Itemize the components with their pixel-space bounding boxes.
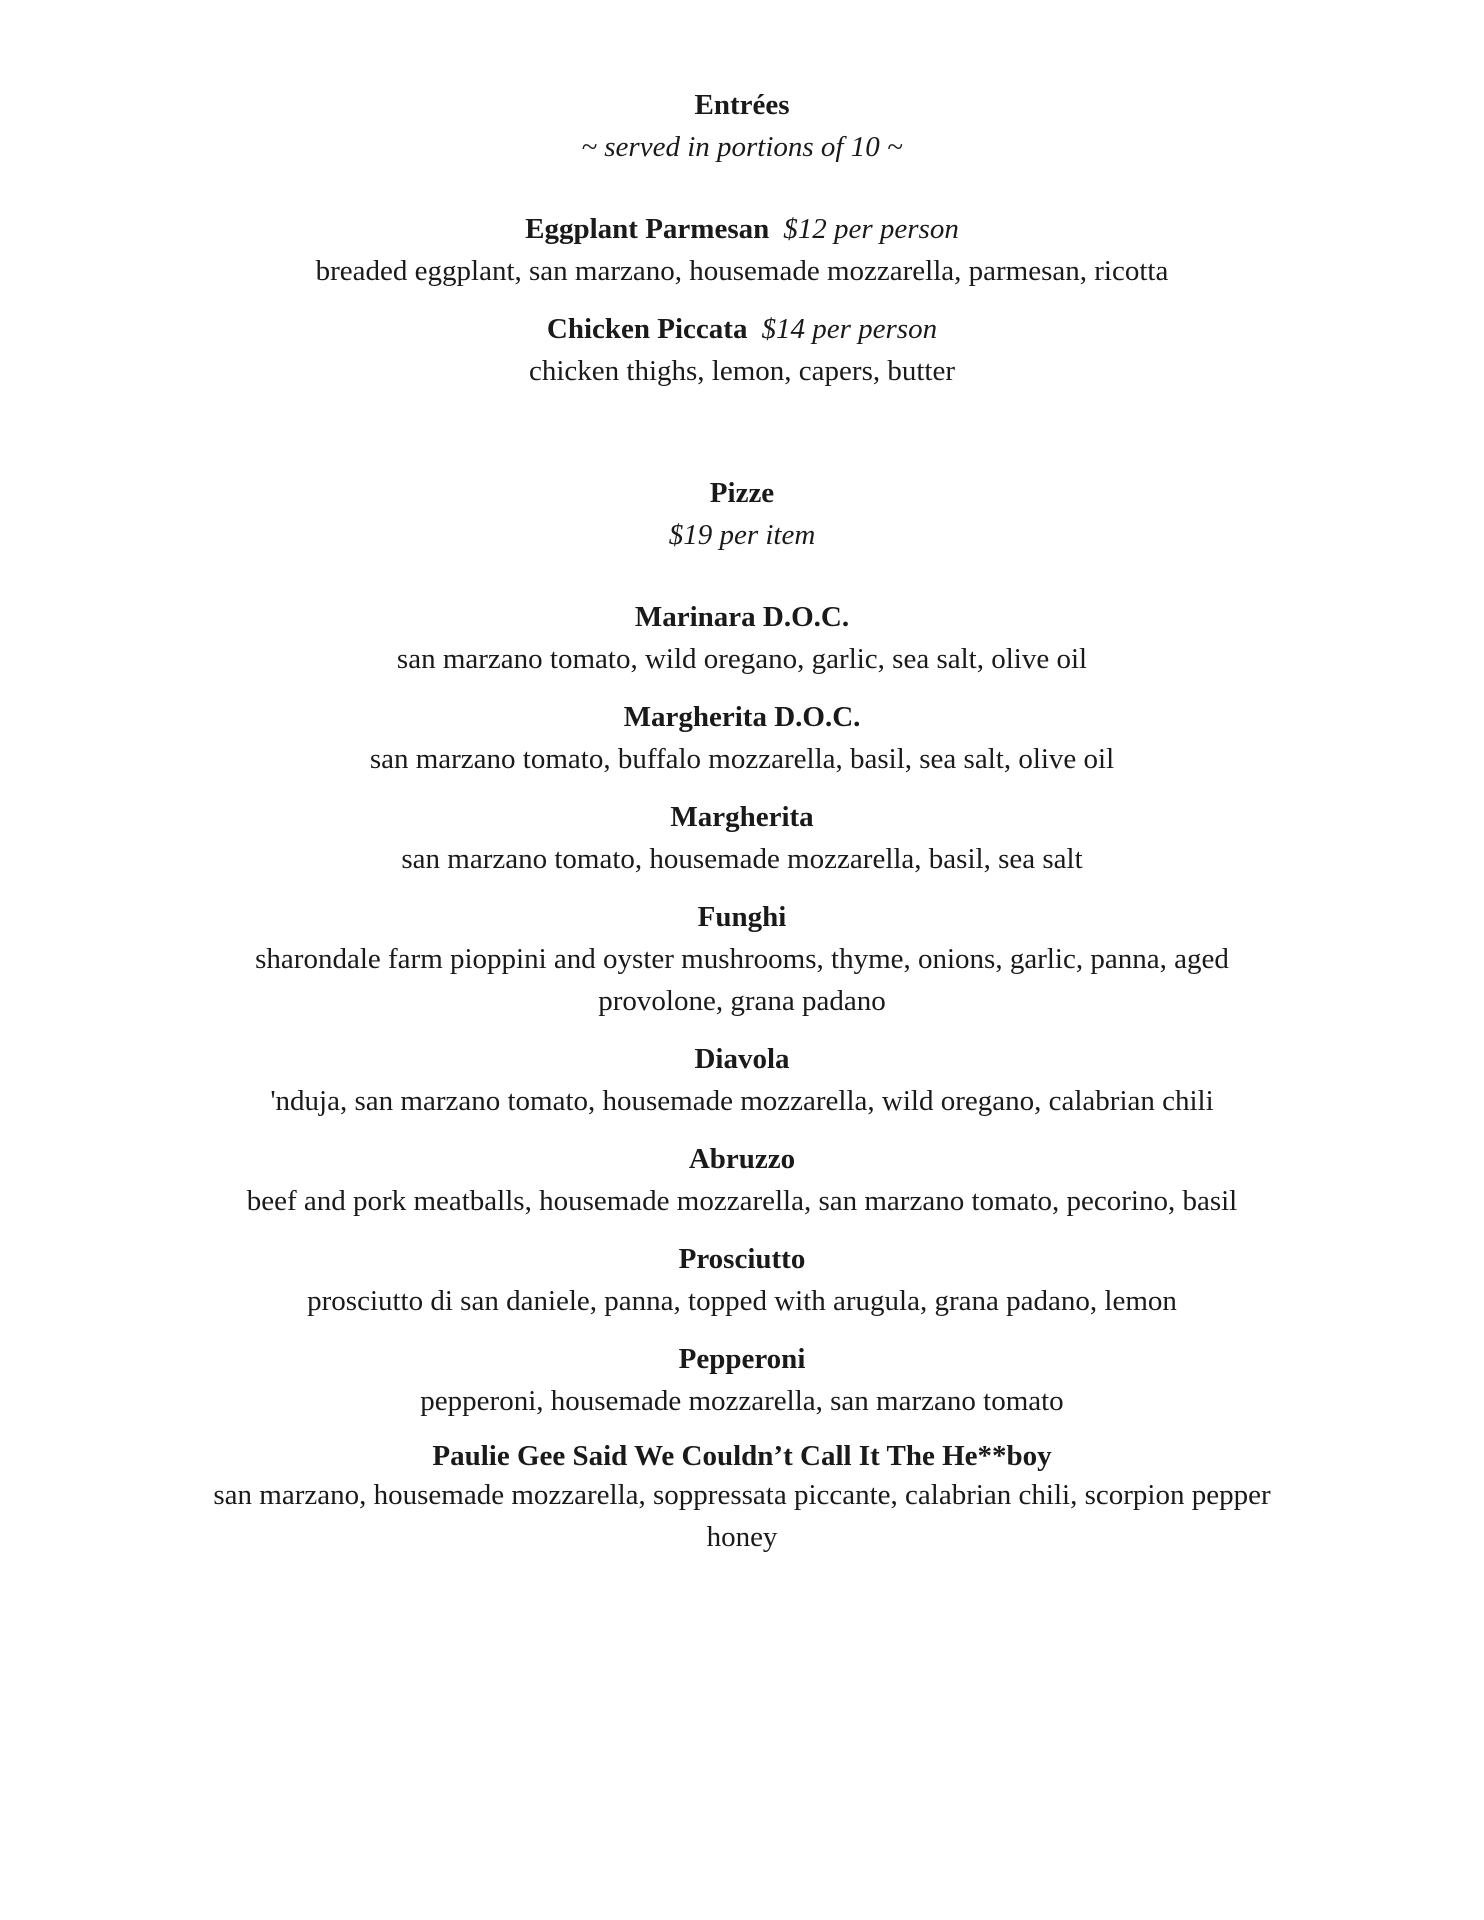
item-name: Paulie Gee Said We Couldn’t Call It The He**boy: [432, 1440, 1052, 1472]
menu-item: [0, 1338, 1484, 1422]
item-name: Marinara D.O.C.: [634, 601, 850, 633]
item-name: Margherita: [670, 801, 814, 833]
item-description: 'nduja, san marzano tomato, housemade mozzarella, wild oregano, calabrian chili: [270, 1085, 1214, 1117]
item-description: chicken thighs, lemon, capers, butter: [528, 355, 955, 387]
menu-item: [0, 1438, 1484, 1558]
item-name: Pepperoni: [678, 1343, 806, 1375]
item-description: sharondale farm pioppini and oyster mushrooms, thyme, onions, garlic, panna, aged provolone, grana padano: [255, 943, 1229, 1017]
item-name: Margherita D.O.C.: [623, 701, 861, 733]
item-description: san marzano tomato, housemade mozzarella, basil, sea salt: [401, 843, 1083, 875]
menu-item: [0, 896, 1484, 1022]
item-name: Chicken Piccata: [546, 313, 748, 345]
section-subtitle-pizze: $19 per item: [668, 519, 816, 551]
item-description: san marzano tomato, buffalo mozzarella, basil, sea salt, olive oil: [369, 743, 1115, 775]
entrees-list: [0, 208, 1484, 392]
menu-item: [0, 1038, 1484, 1122]
item-description: prosciutto di san daniele, panna, topped with arugula, grana padano, lemon: [307, 1285, 1177, 1317]
menu-item: [0, 208, 1484, 292]
item-price: $12 per person: [783, 213, 959, 245]
item-name: Prosciutto: [678, 1243, 806, 1275]
item-description: breaded eggplant, san marzano, housemade mozzarella, parmesan, ricotta: [315, 255, 1169, 287]
item-price: $14 per person: [761, 313, 938, 345]
item-name: Diavola: [694, 1043, 790, 1075]
menu-item: [0, 308, 1484, 392]
menu-item: [0, 796, 1484, 880]
item-description: san marzano, housemade mozzarella, soppressata piccante, calabrian chili, scorpion pepper honey: [213, 1479, 1271, 1553]
item-name: Abruzzo: [688, 1143, 796, 1175]
menu-item: [0, 1138, 1484, 1222]
menu-item: [0, 596, 1484, 680]
item-description: san marzano tomato, wild oregano, garlic, sea salt, olive oil: [396, 643, 1088, 675]
item-description: beef and pork meatballs, housemade mozzarella, san marzano tomato, pecorino, basil: [246, 1185, 1238, 1217]
menu-item: [0, 696, 1484, 780]
entrees-section: [0, 84, 1484, 392]
item-description: pepperoni, housemade mozzarella, san marzano tomato: [420, 1385, 1064, 1417]
pizze-section: [0, 472, 1484, 1558]
menu-item: [0, 1238, 1484, 1322]
section-title-pizze: Pizze: [709, 477, 775, 509]
item-name: Funghi: [697, 901, 787, 933]
section-spacer: [0, 408, 1484, 472]
section-subtitle-entrees: ~ served in portions of 10 ~: [581, 131, 903, 163]
item-name: Eggplant Parmesan: [525, 213, 770, 245]
section-title-entrees: Entrées: [694, 89, 790, 121]
pizze-list: [0, 596, 1484, 1558]
